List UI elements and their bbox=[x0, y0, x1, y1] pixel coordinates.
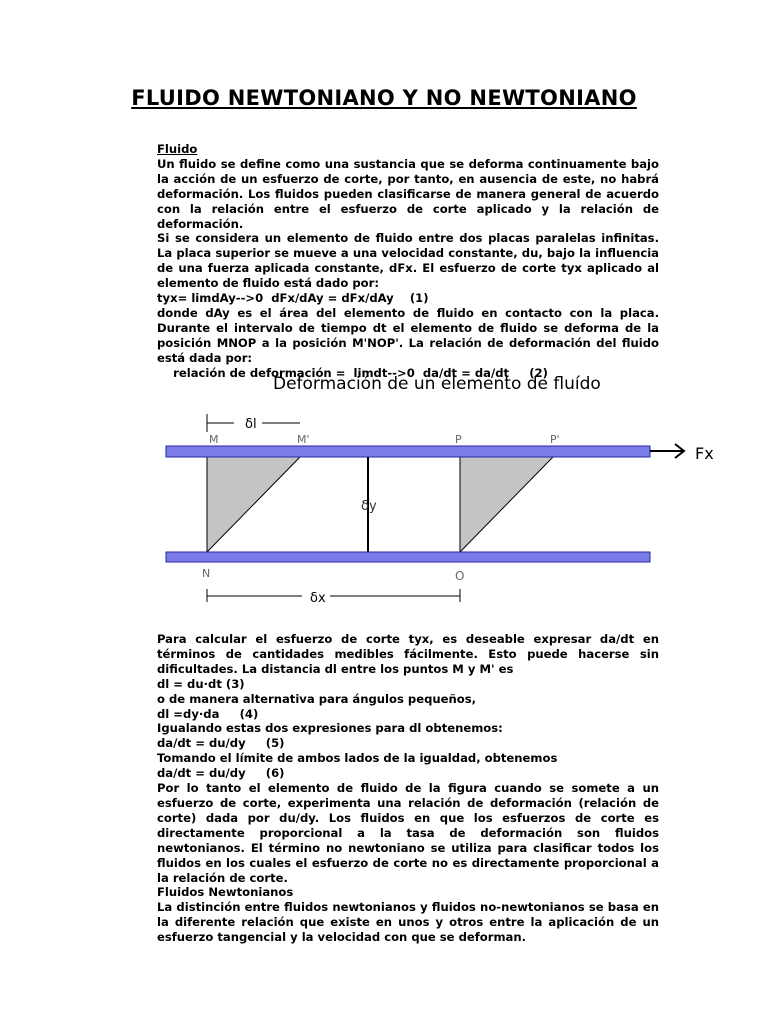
text-section-intro bbox=[157, 142, 659, 381]
text-limit: Tomando el límite de ambos lados de la igualdad, obtenemos bbox=[157, 751, 558, 766]
label-force: Fx bbox=[695, 444, 714, 463]
equation-6: da/dt = du/dy (6) bbox=[157, 766, 285, 781]
paragraph-shear-stress: Para calcular el esfuerzo de corte tyx, es deseable expresar da/dt en términos de cantidades medibles fácilmente. Esto puede hacerse sin dificultades. La distancia dl entre los puntos M y M' es bbox=[157, 632, 659, 676]
equation-5: da/dt = du/dy (5) bbox=[157, 736, 285, 751]
deformation-diagram bbox=[160, 362, 720, 612]
section-heading: Fluido bbox=[157, 142, 198, 156]
equation-3: dl = du·dt (3) bbox=[157, 676, 245, 691]
label-M: M bbox=[209, 433, 219, 446]
equation-1: tyx= limdAy-->0 dFx/dAy = dFx/dAy (1) bbox=[157, 291, 429, 306]
deformed-element-right bbox=[460, 457, 553, 552]
label-delta-y: δy bbox=[361, 499, 377, 514]
page-title: FLUIDO NEWTONIANO Y NO NEWTONIANO bbox=[131, 86, 637, 110]
equation-2: relación de deformación = limdt-->0 da/dt = da/dt (2) bbox=[157, 365, 548, 380]
label-P: P bbox=[455, 433, 462, 446]
bottom-plate bbox=[166, 552, 650, 562]
label-O: O bbox=[455, 569, 465, 583]
label-M-prime: M' bbox=[297, 433, 310, 446]
figure-title: Deformación de un elemento de fluído bbox=[273, 374, 601, 394]
paragraph-area: donde dAy es el área del elemento de fluido en contacto con la placa. Durante el intervalo de tiempo dt el elemento de fluido se deforma de la posición MNOP a la posición M'NOP'. La relación de deformación del fluido está dada por: bbox=[157, 305, 659, 365]
top-plate bbox=[166, 446, 650, 457]
text-small-angles: o de manera alternativa para ángulos pequeños, bbox=[157, 691, 477, 706]
paragraph-definition: Un fluido se define como una sustancia que se deforma continuamente bajo la acción de un esfuerzo de corte, por tanto, en ausencia de este, no habrá deformación. Los fluidos pueden clasificarse de manera general de acuerdo con la relación entre el esfuerzo de corte aplicado y la relación de deformación. bbox=[157, 156, 659, 231]
text-equating: Igualando estas dos expresiones para dl obtenemos: bbox=[157, 721, 503, 736]
label-delta-l: δl bbox=[245, 417, 257, 432]
deformed-element-left bbox=[207, 457, 300, 552]
paragraph-conclusion: Por lo tanto el elemento de fluido de la figura cuando se somete a un esfuerzo de corte, experimenta una relación de deformación (relación de corte) dada por du/dy. Los fluidos en que los esfuerzos de corte es directamente proporcional a la tasa de deformación son fluidos newtonianos. El término no newtoniano se utiliza para clasificar todos los fluidos en los cuales el esfuerzo de corte no es directamente proporcional a la relación de corte. bbox=[157, 781, 659, 885]
label-delta-x: δx bbox=[310, 591, 326, 606]
equation-4: dl =dy·da (4) bbox=[157, 706, 259, 721]
paragraph-distinction: La distinción entre fluidos newtonianos y fluidos no-newtonianos se basa en la diferente relación que existe en unos y otros entre la aplicación de un esfuerzo tangencial y la velocidad con que se deforman. bbox=[157, 900, 659, 945]
subheading-newtonian: Fluidos Newtonianos bbox=[157, 885, 294, 900]
paragraph-plates: Si se considera un elemento de fluido entre dos placas paralelas infinitas. La placa superior se mueve a una velocidad constante, du, bajo la influencia de una fuerza aplicada constante, dFx. El esfuerzo de corte tyx aplicado al elemento de fluido está dado por: bbox=[157, 231, 659, 291]
label-P-prime: P' bbox=[550, 433, 560, 446]
text-section-derivation bbox=[157, 632, 659, 945]
label-N: N bbox=[202, 567, 211, 580]
